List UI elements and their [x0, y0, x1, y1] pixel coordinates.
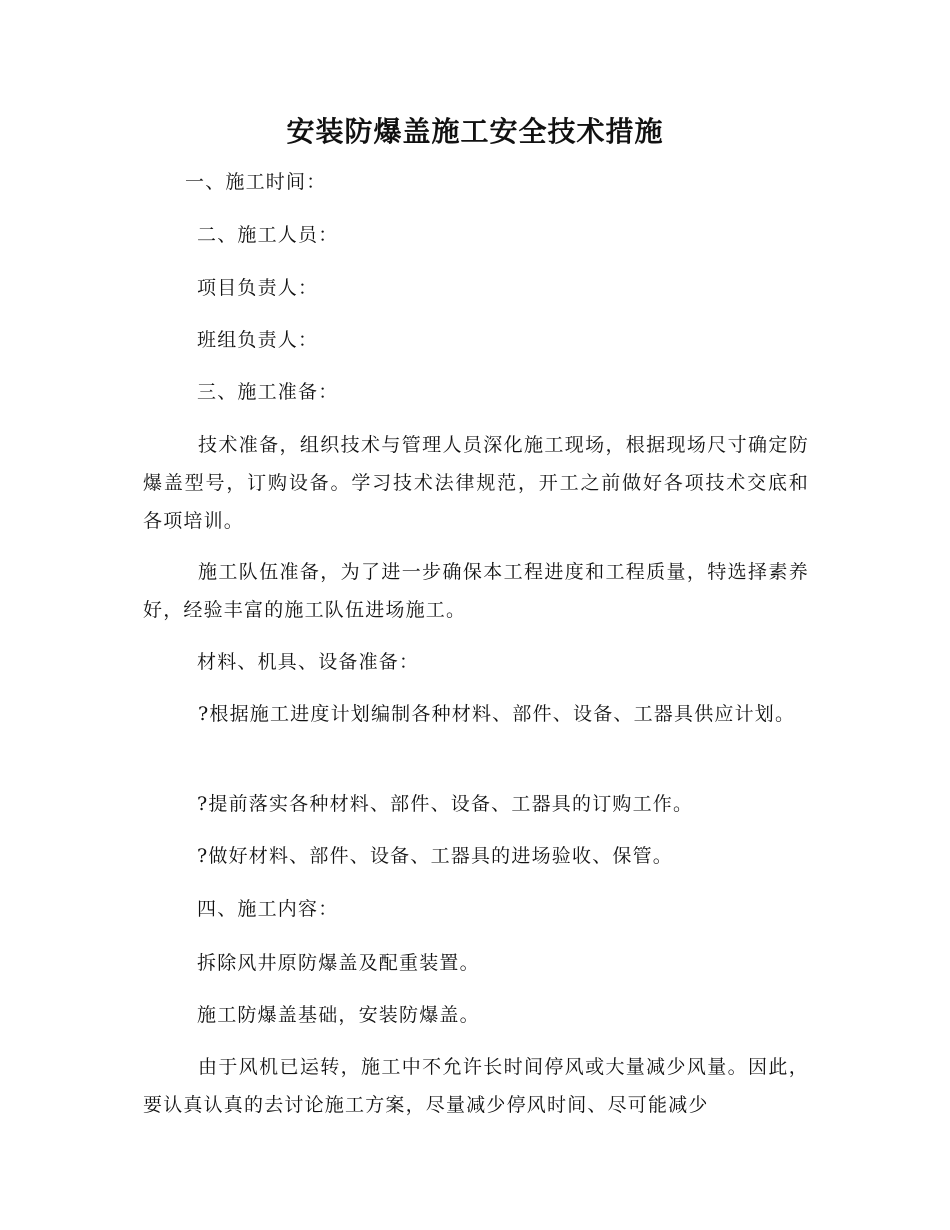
section-time-heading: 一、施工时间：: [185, 171, 327, 193]
section-content-heading: 四、施工内容：: [197, 898, 339, 920]
ordering-item: ?提前落实各种材料、部件、设备、工器具的订购工作。: [197, 793, 694, 815]
section-personnel-heading: 二、施工人员：: [197, 224, 339, 246]
technical-preparation-paragraph: 技术准备，组织技术与管理人员深化施工现场，根据现场尺寸确定防爆盖型号，订购设备。学习技术法律规范，开工之前做好各项技术交底和各项培训。: [143, 434, 809, 532]
team-leader-label: 班组负责人：: [197, 329, 319, 351]
acceptance-item: ?做好材料、部件、设备、工器具的进场验收、保管。: [197, 845, 673, 867]
material-preparation-heading: 材料、机具、设备准备：: [197, 651, 420, 673]
section-preparation-heading: 三、施工准备：: [197, 381, 339, 403]
team-preparation-paragraph: 施工队伍准备，为了进一步确保本工程进度和工程质量，特选择素养好，经验丰富的施工队伍进场施工。: [143, 561, 809, 621]
content-item-remove: 拆除风井原防爆盖及配重装置。: [197, 952, 480, 974]
ventilation-paragraph: 由于风机已运转，施工中不允许长时间停风或大量减少风量。因此，要认真认真的去讨论施工方案，尽量减少停风时间、尽可能减少: [143, 1056, 809, 1116]
content-item-install: 施工防爆盖基础，安装防爆盖。: [197, 1004, 480, 1026]
document-title: 安装防爆盖施工安全技术措施: [286, 115, 664, 148]
supply-plan-item: ?根据施工进度计划编制各种材料、部件、设备、工器具供应计划。: [198, 703, 796, 725]
project-leader-label: 项目负责人：: [197, 277, 319, 299]
